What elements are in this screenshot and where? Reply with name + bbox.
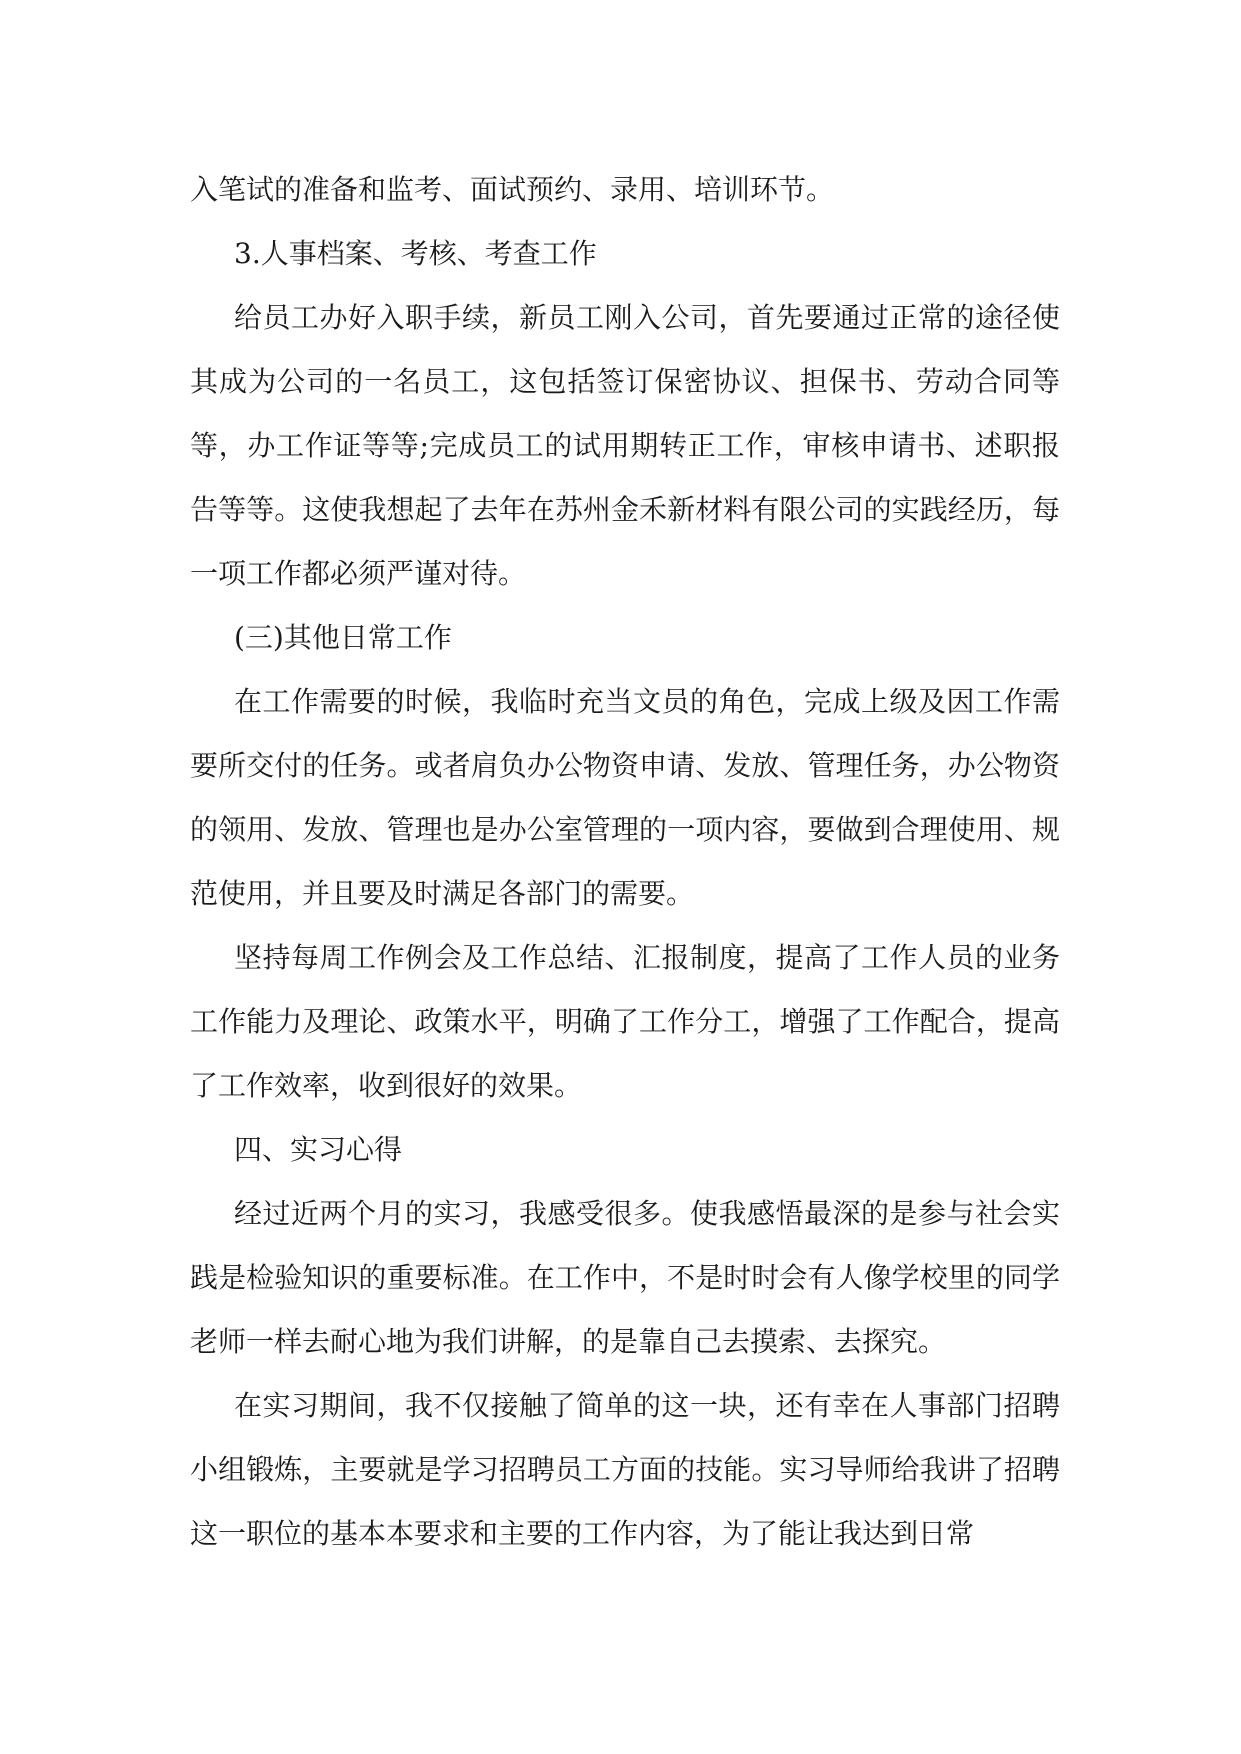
paragraph-continuation: 入笔试的准备和监考、面试预约、录用、培训环节。 [190, 173, 835, 206]
heading-internship-reflections: 四、实习心得 [234, 1133, 403, 1166]
paragraph-weekly-meetings: 坚持每周工作例会及工作总结、汇报制度，提高了工作人员的业务工作能力及理论、政策水平，明确了工作分工，增强了工作配合，提高了工作效率，收到很好的效果。 [190, 941, 1060, 1102]
document-body [190, 158, 1060, 1566]
paragraph-reflection-recruitment: 在实习期间，我不仅接触了简单的这一块，还有幸在人事部门招聘小组锻炼，主要就是学习招聘员工方面的技能。实习导师给我讲了招聘这一职位的基本本要求和主要的工作内容，为了能让我达到日常 [190, 1389, 1060, 1550]
paragraph-clerk-role: 在工作需要的时候，我临时充当文员的角色，完成上级及因工作需要所交付的任务。或者肩负办公物资申请、发放、管理任务，办公物资的领用、发放、管理也是办公室管理的一项内容，要做到合理使用、规范使用，并且要及时满足各部门的需要。 [190, 685, 1060, 910]
subheading-other-daily-work: (三)其他日常工作 [234, 621, 452, 654]
paragraph-reflection-practice: 经过近两个月的实习，我感受很多。使我感悟最深的是参与社会实践是检验知识的重要标准。在工作中，不是时时会有人像学校里的同学老师一样去耐心地为我们讲解，的是靠自己去摸索、去探究。 [190, 1197, 1060, 1358]
subheading-personnel-files: 3.人事档案、考核、考查工作 [234, 237, 597, 270]
paragraph-onboarding: 给员工办好入职手续，新员工刚入公司，首先要通过正常的途径使其成为公司的一名员工，这包括签订保密协议、担保书、劳动合同等等，办工作证等等;完成员工的试用期转正工作，审核申请书、述职报告等等。这使我想起了去年在苏州金禾新材料有限公司的实践经历，每一项工作都必须严谨对待。 [190, 301, 1060, 590]
